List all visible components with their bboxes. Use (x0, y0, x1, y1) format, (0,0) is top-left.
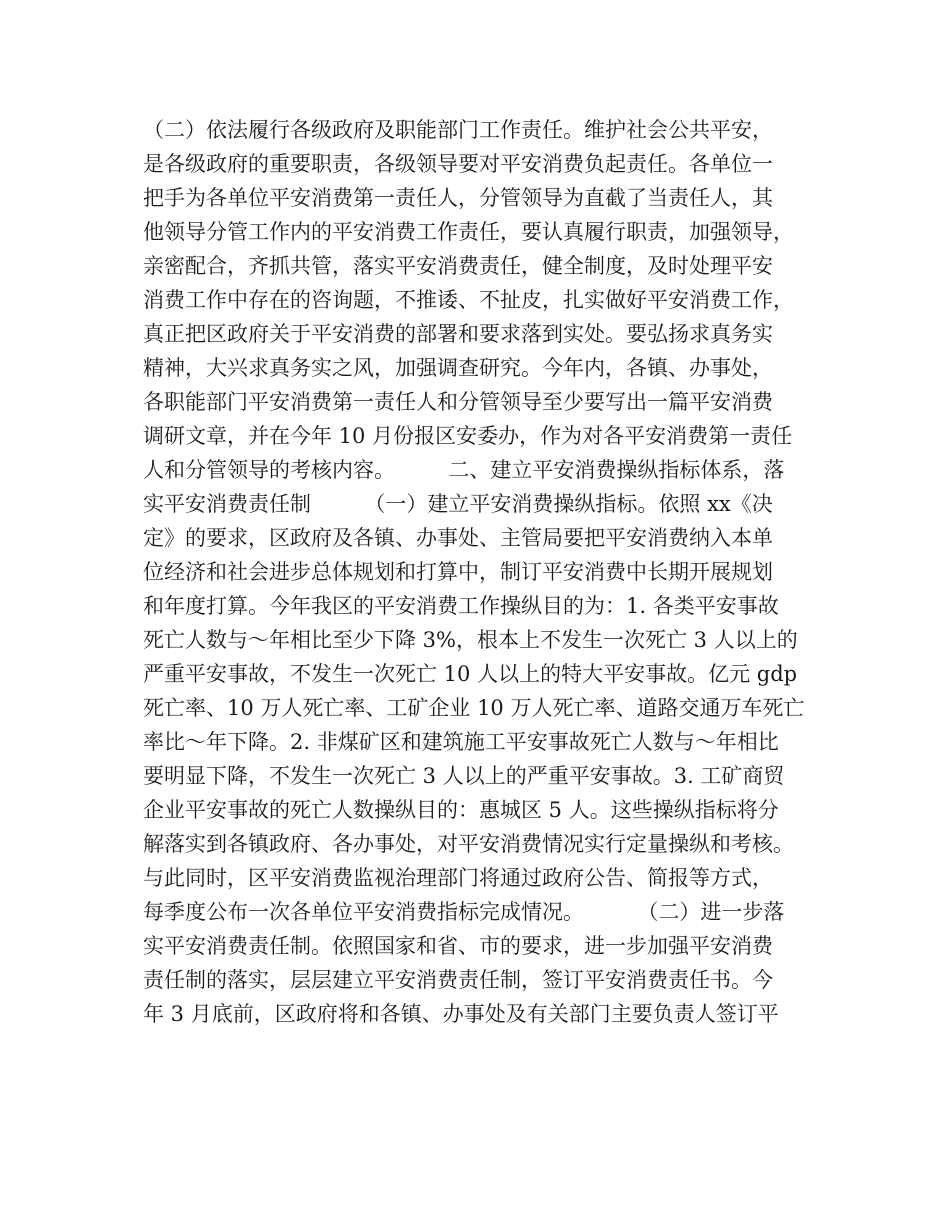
text-line: 解落实到各镇政府、各办事处，对平安消费情况实行定量操纵和考核。 (143, 832, 794, 856)
text-line: 真正把区政府关于平安消费的部署和要求落到实处。要弘扬求真务实 (143, 322, 773, 346)
text-line: 实平安消费责任制 （一）建立平安消费操纵指标。依照 xx《决 (143, 492, 773, 516)
text-line: 每季度公布一次各单位平安消费指标完成情况。 （二）进一步落 (143, 900, 785, 924)
text-line: 要明显下降，不发生一次死亡 3 人以上的严重平安事故。3. 工矿商贸 (143, 764, 785, 788)
text-line: 位经济和社会进步总体规划和打算中，制订平安消费中长期开展规划 (143, 560, 773, 584)
text-line: 精神，大兴求真务实之风，加强调查研究。今年内，各镇、办事处， (143, 356, 773, 380)
text-line: 人和分管领导的考核内容。 二、建立平安消费操纵指标体系，落 (143, 458, 785, 482)
text-line: 是各级政府的重要职责，各级领导要对平安消费负起责任。各单位一 (143, 152, 773, 176)
text-line: 年 3 月底前，区政府将和各镇、办事处及有关部门主要负责人签订平 (143, 1002, 779, 1026)
text-line: 各职能部门平安消费第一责任人和分管领导至少要写出一篇平安消费 (143, 390, 773, 414)
text-line: 率比～年下降。2. 非煤矿区和建筑施工平安事故死亡人数与～年相比 (143, 730, 779, 754)
text-line: 实平安消费责任制。依照国家和省、市的要求，进一步加强平安消费 (143, 934, 773, 958)
text-line: 死亡人数与～年相比至少下降 3%，根本上不发生一次死亡 3 人以上的 (143, 628, 798, 652)
text-line: 他领导分管工作内的平安消费工作责任，要认真履行职责，加强领导， (143, 220, 794, 244)
text-line: 亲密配合，齐抓共管，落实平安消费责任，健全制度，及时处理平安 (143, 254, 773, 278)
text-line: 责任制的落实，层层建立平安消费责任制，签订平安消费责任书。今 (143, 968, 773, 992)
text-line: 和年度打算。今年我区的平安消费工作操纵目的为：1. 各类平安事故 (143, 594, 779, 618)
text-line: 死亡率、10 万人死亡率、工矿企业 10 万人死亡率、道路交通万车死亡 (143, 696, 805, 720)
text-line: 与此同时，区平安消费监视治理部门将通过政府公告、简报等方式， (143, 866, 773, 890)
text-line: 调研文章，并在今年 10 月份报区安委办，作为对各平安消费第一责任 (143, 424, 793, 448)
text-line: 把手为各单位平安消费第一责任人，分管领导为直截了当责任人，其 (143, 186, 773, 210)
text-line: （二）依法履行各级政府及职能部门工作责任。维护社会公共平安， (143, 118, 773, 142)
text-line: 企业平安事故的死亡人数操纵目的：惠城区 5 人。这些操纵指标将分 (143, 798, 779, 822)
body-text (143, 113, 823, 1031)
text-line: 严重平安事故，不发生一次死亡 10 人以上的特大平安事故。亿元 gdp (143, 662, 798, 686)
text-line: 消费工作中存在的咨询题，不推诿、不扯皮，扎实做好平安消费工作， (143, 288, 794, 312)
text-line: 定》的要求，区政府及各镇、办事处、主管局要把平安消费纳入本单 (143, 526, 773, 550)
